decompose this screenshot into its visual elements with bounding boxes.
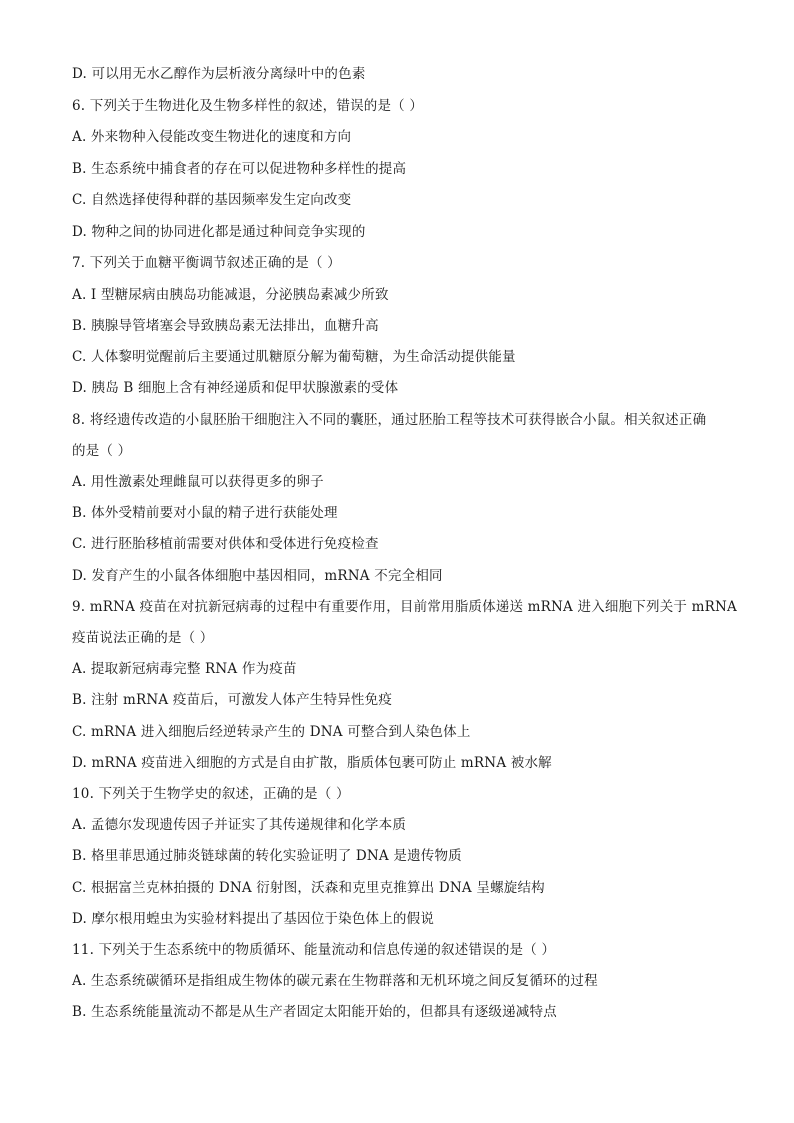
option-10b: B. 格里菲思通过肺炎链球菌的转化实验证明了 DNA 是遗传物质 bbox=[72, 848, 462, 864]
question-9-stem-line2: 疫苗说法正确的是（ ） bbox=[72, 630, 214, 646]
option-9c: C. mRNA 进入细胞后经逆转录产生的 DNA 可整合到人染色体上 bbox=[72, 724, 471, 740]
option-7d: D. 胰岛 B 细胞上含有神经递质和促甲状腺激素的受体 bbox=[72, 380, 399, 396]
option-5d: D. 可以用无水乙醇作为层析液分离绿叶中的色素 bbox=[72, 66, 366, 82]
option-9b: B. 注射 mRNA 疫苗后，可激发人体产生特异性免疫 bbox=[72, 692, 393, 708]
question-11-stem: 11. 下列关于生态系统中的物质循环、能量流动和信息传递的叙述错误的是（ ） bbox=[72, 942, 556, 958]
question-6-stem: 6. 下列关于生物进化及生物多样性的叙述，错误的是（ ） bbox=[72, 98, 424, 114]
option-8b: B. 体外受精前要对小鼠的精子进行获能处理 bbox=[72, 505, 338, 521]
option-6a: A. 外来物种入侵能改变生物进化的速度和方向 bbox=[72, 129, 352, 145]
option-8d: D. 发育产生的小鼠各体细胞中基因相同，mRNA 不完全相同 bbox=[72, 568, 443, 584]
option-7b: B. 胰腺导管堵塞会导致胰岛素无法排出，血糖升高 bbox=[72, 318, 379, 334]
option-7a: A. I 型糖尿病由胰岛功能减退，分泌胰岛素减少所致 bbox=[72, 287, 389, 303]
option-11a: A. 生态系统碳循环是指组成生物体的碳元素在生物群落和无机环境之间反复循环的过程 bbox=[72, 973, 598, 989]
option-11b: B. 生态系统能量流动不都是从生产者固定太阳能开始的，但都具有逐级递减特点 bbox=[72, 1004, 557, 1020]
option-9d: D. mRNA 疫苗进入细胞的方式是自由扩散，脂质体包裹可防止 mRNA 被水解 bbox=[72, 755, 552, 771]
option-10a: A. 孟德尔发现遗传因子并证实了其传递规律和化学本质 bbox=[72, 817, 407, 833]
question-7-stem: 7. 下列关于血糖平衡调节叙述正确的是（ ） bbox=[72, 255, 341, 271]
option-10c: C. 根据富兰克林拍摄的 DNA 衍射图，沃森和克里克推算出 DNA 呈螺旋结构 bbox=[72, 880, 545, 896]
option-8a: A. 用性激素处理雌鼠可以获得更多的卵子 bbox=[72, 474, 324, 490]
question-8-stem-line2: 的是（ ） bbox=[72, 443, 132, 459]
option-10d: D. 摩尔根用蝗虫为实验材料提出了基因位于染色体上的假说 bbox=[72, 911, 435, 927]
question-10-stem: 10. 下列关于生物学史的叙述，正确的是（ ） bbox=[72, 786, 350, 802]
question-8-stem-line1: 8. 将经遗传改造的小鼠胚胎干细胞注入不同的囊胚，通过胚胎工程等技术可获得嵌合小鼠。相关叙述正确 bbox=[72, 412, 707, 428]
option-6b: B. 生态系统中捕食者的存在可以促进物种多样性的提高 bbox=[72, 161, 407, 177]
option-6c: C. 自然选择使得种群的基因频率发生定向改变 bbox=[72, 192, 352, 208]
question-9-stem-line1: 9. mRNA 疫苗在对抗新冠病毒的过程中有重要作用，目前常用脂质体递送 mRNA 进入细胞下列关于 mRNA bbox=[72, 599, 737, 615]
option-9a: A. 提取新冠病毒完整 RNA 作为疫苗 bbox=[72, 661, 297, 677]
option-6d: D. 物种之间的协同进化都是通过种间竞争实现的 bbox=[72, 224, 366, 240]
option-7c: C. 人体黎明觉醒前后主要通过肌糖原分解为葡萄糖，为生命活动提供能量 bbox=[72, 349, 516, 365]
option-8c: C. 进行胚胎移植前需要对供体和受体进行免疫检查 bbox=[72, 536, 379, 552]
